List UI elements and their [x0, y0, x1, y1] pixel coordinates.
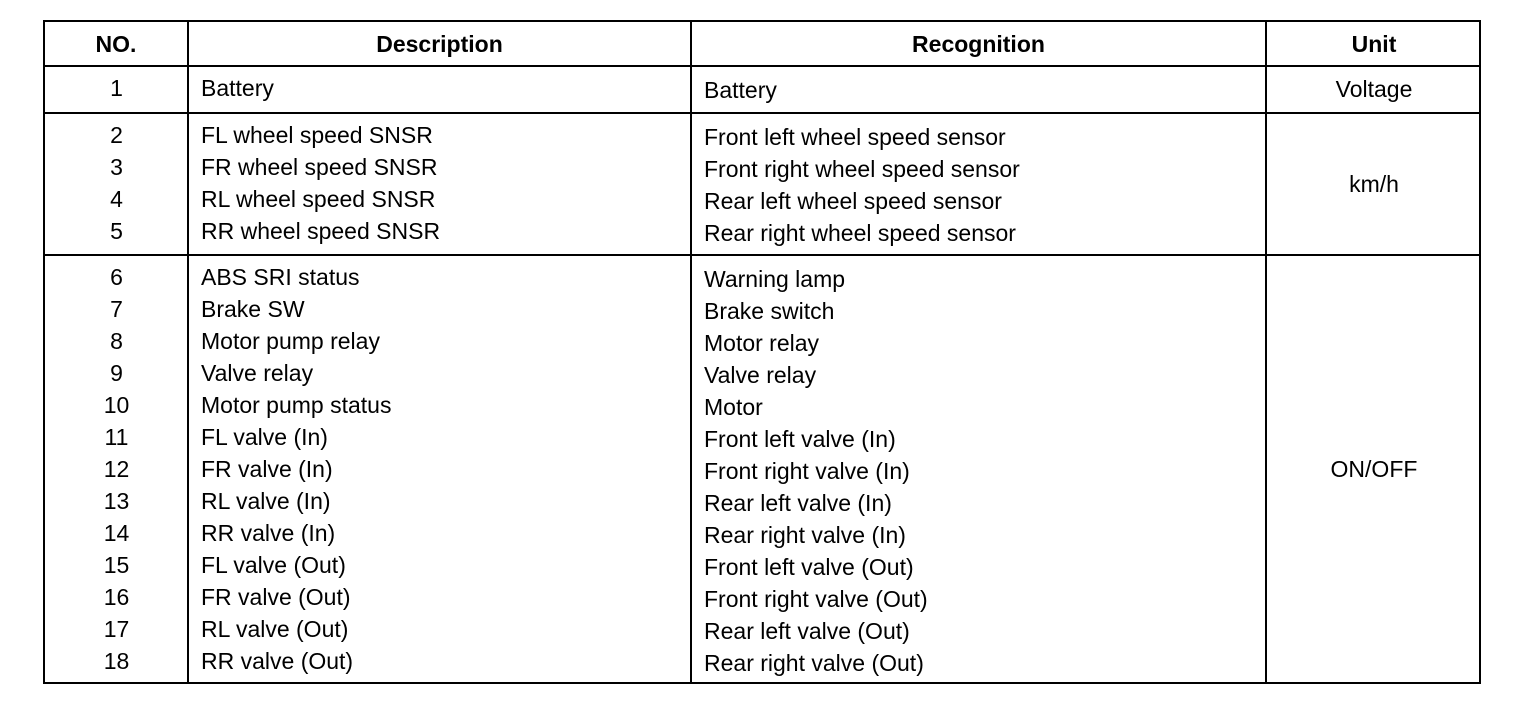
row-no: 8 [110, 328, 123, 354]
row-description: FL valve (Out) [201, 552, 346, 578]
row-description: RL wheel speed SNSR [201, 186, 436, 212]
row-no: 15 [103, 552, 130, 578]
row-no: 4 [110, 186, 123, 212]
row-description: RL valve (In) [201, 488, 331, 514]
row-no: 3 [110, 154, 123, 180]
row-recognition: Front right wheel speed sensor [704, 156, 1020, 182]
row-description: Motor pump status [201, 392, 392, 418]
row-description: FL wheel speed SNSR [201, 122, 433, 148]
row-no: 11 [104, 424, 129, 450]
row-recognition: Battery [704, 77, 777, 103]
row-no: 13 [103, 488, 130, 514]
row-divider [45, 254, 1479, 256]
row-description: FR valve (In) [201, 456, 333, 482]
row-description: RR valve (In) [201, 520, 336, 546]
data-table [43, 20, 1481, 684]
row-no: 14 [103, 520, 130, 546]
row-description: RR valve (Out) [201, 648, 354, 674]
unit-on-off: ON/OFF [1330, 455, 1418, 482]
row-recognition: Rear right valve (Out) [704, 650, 924, 676]
row-recognition: Rear left valve (Out) [704, 618, 910, 644]
row-no: 5 [110, 218, 123, 244]
row-recognition: Front right valve (Out) [704, 586, 928, 612]
header-recognition: Recognition [912, 30, 1045, 57]
row-no: 2 [110, 122, 123, 148]
row-description: FR wheel speed SNSR [201, 154, 438, 180]
row-no: 16 [103, 584, 130, 610]
row-description: RR wheel speed SNSR [201, 218, 441, 244]
header-description: Description [376, 30, 503, 57]
row-description: Valve relay [201, 360, 314, 386]
row-no: 7 [110, 296, 123, 322]
row-recognition: Rear right valve (In) [704, 522, 906, 548]
row-description: Battery [201, 75, 274, 101]
row-no: 18 [103, 648, 130, 674]
row-no: 12 [103, 456, 130, 482]
row-no: 1 [110, 75, 123, 101]
row-description: FL valve (In) [201, 424, 328, 450]
row-recognition: Rear left wheel speed sensor [704, 188, 1002, 214]
row-recognition: Rear right wheel speed sensor [704, 220, 1016, 246]
row-recognition: Front right valve (In) [704, 458, 910, 484]
unit-voltage: Voltage [1335, 76, 1413, 102]
row-recognition: Rear left valve (In) [704, 490, 892, 516]
row-recognition: Motor [704, 394, 763, 420]
row-no: 10 [103, 392, 130, 418]
row-description: ABS SRI status [201, 264, 360, 290]
row-recognition: Motor relay [704, 330, 820, 356]
row-no: 9 [110, 360, 123, 386]
row-recognition: Warning lamp [704, 266, 846, 292]
row-divider [45, 112, 1479, 114]
row-description: RL valve (Out) [201, 616, 349, 642]
row-description: FR valve (Out) [201, 584, 351, 610]
row-description: Brake SW [201, 296, 305, 322]
unit-kmh: km/h [1349, 170, 1399, 197]
row-recognition: Valve relay [704, 362, 817, 388]
row-recognition: Front left valve (In) [704, 426, 896, 452]
header-no: NO. [95, 30, 137, 57]
row-description: Motor pump relay [201, 328, 380, 354]
row-no: 17 [103, 616, 130, 642]
row-no: 6 [110, 264, 123, 290]
row-recognition: Brake switch [704, 298, 835, 324]
row-recognition: Front left wheel speed sensor [704, 124, 1006, 150]
row-recognition: Front left valve (Out) [704, 554, 914, 580]
header-unit: Unit [1351, 30, 1397, 57]
